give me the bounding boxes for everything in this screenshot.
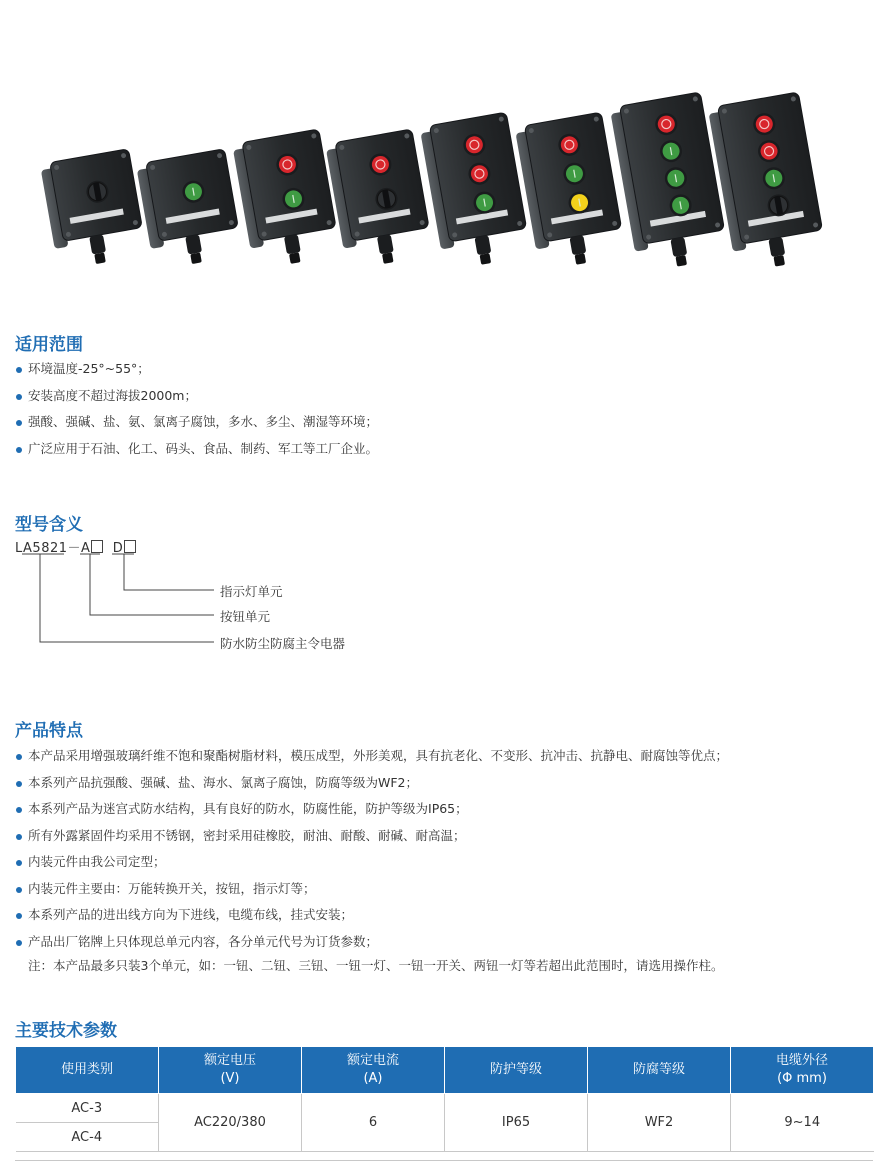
feature-item: 本系列产品为迷宫式防水结构，具有良好的防水，防腐性能，防护等级为IP65；	[15, 796, 728, 823]
header-cable: 电缆外径 (Φ mm)	[731, 1047, 874, 1094]
product-enclosure	[325, 129, 434, 270]
features-note: 注：本产品最多只装3个单元，如：一钮、二钮、三钮、一钮一灯、一钮一开关、两钮一灯等若超出此范围时，请选用操作柱。	[28, 958, 724, 973]
product-photo-row	[0, 0, 888, 300]
feature-item: 产品出厂铭牌上只体现总单元内容，各分单元代号为订货参数；	[15, 929, 728, 956]
product-enclosure	[232, 129, 341, 270]
feature-item: 本产品采用增强玻璃纤维不饱和聚酯树脂材料，模压成型，外形美观，具有抗老化、不变形、抗冲击、抗静电、耐腐蚀等优点；	[15, 743, 728, 770]
header-current: 额定电流 (A)	[302, 1047, 445, 1094]
application-item: 广泛应用于石油、化工、码头、食品、制药、军工等工厂企业。	[15, 436, 378, 463]
model-title: 型号含义	[15, 515, 83, 535]
header-category: 使用类别	[16, 1047, 159, 1094]
model-label-indicator: 指示灯单元	[220, 584, 283, 599]
header-protection: 防护等级	[445, 1047, 588, 1094]
application-item: 强酸、强碱、盐、氨、氯离子腐蚀，多水、多尘、潮湿等环境；	[15, 409, 378, 436]
feature-item: 所有外露紧固件均采用不锈钢，密封采用硅橡胶，耐油、耐酸、耐碱、耐高温；	[15, 823, 728, 850]
features-title: 产品特点	[15, 721, 83, 741]
product-enclosure	[40, 149, 147, 271]
table-cell: 9~14	[731, 1094, 874, 1152]
product-enclosure	[514, 112, 626, 271]
application-item: 安装高度不超过海拔2000m；	[15, 383, 378, 410]
application-title: 适用范围	[15, 335, 83, 355]
model-code-prefix: LA5821－A	[15, 541, 91, 556]
model-code-suffix: D	[112, 541, 124, 556]
table-cell: WF2	[588, 1094, 731, 1152]
feature-item: 本系列产品抗强酸、强碱、盐、海水、氯离子腐蚀，防腐等级为WF2；	[15, 770, 728, 797]
header-anticorrosion: 防腐等级	[588, 1047, 731, 1094]
table-cell: AC220/380	[159, 1094, 302, 1152]
header-voltage: 额定电压 (V)	[159, 1047, 302, 1094]
product-enclosure	[708, 92, 828, 273]
feature-item: 内装元件由我公司定型；	[15, 849, 728, 876]
features-list	[15, 743, 728, 955]
table-cell: 6	[302, 1094, 445, 1152]
model-label-button: 按钮单元	[220, 609, 271, 624]
feature-item: 本系列产品的进出线方向为下进线，电缆布线，挂式安装；	[15, 902, 728, 929]
application-list	[15, 356, 378, 462]
application-item: 环境温度-25°~55°；	[15, 356, 378, 383]
table-row	[16, 1094, 874, 1123]
product-enclosure	[419, 112, 531, 271]
feature-item: 内装元件主要由：万能转换开关，按钮，指示灯等；	[15, 876, 728, 903]
bottom-rule	[15, 1160, 873, 1161]
specs-table	[15, 1046, 874, 1152]
specs-header-row	[16, 1047, 874, 1094]
table-cell: IP65	[445, 1094, 588, 1152]
model-label-device: 防水防尘防腐主令电器	[220, 636, 346, 651]
product-enclosure	[136, 149, 243, 271]
table-cell: AC-3	[16, 1094, 159, 1123]
table-cell: AC-4	[16, 1123, 159, 1152]
specs-title: 主要技术参数	[15, 1021, 117, 1041]
